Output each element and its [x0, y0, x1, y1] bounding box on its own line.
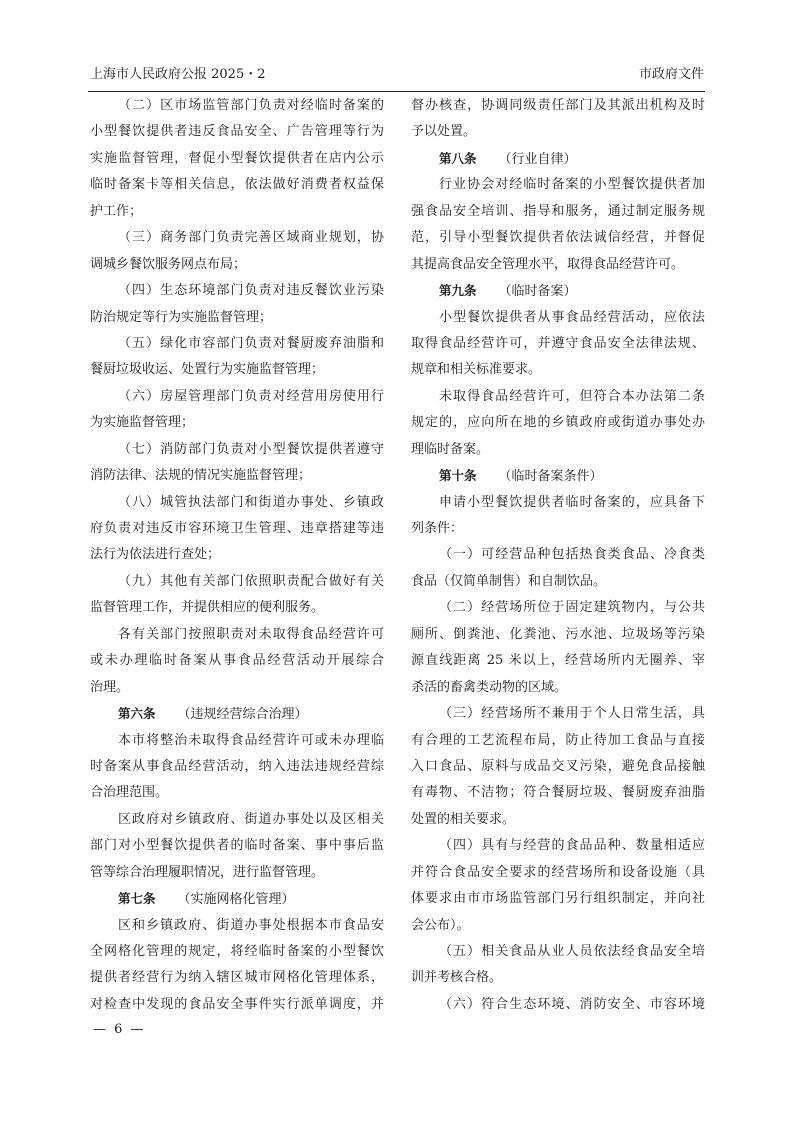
text-line: （二）经营场所位于固定建筑物内，与公共: [439, 600, 705, 616]
text-line: 对检查中发现的食品安全事件实行派单调度，并: [90, 996, 384, 1012]
text-line: 防治规定等行为实施监督管理；: [90, 309, 273, 325]
page-number: — 6 —: [93, 1022, 146, 1037]
paragraph: [90, 622, 384, 701]
text-line: 监督管理工作，并提供相应的便利服务。: [90, 600, 325, 616]
article-number: 第八条: [439, 150, 477, 166]
text-line: （九）其他有关部门依照职责配合做好有关: [118, 573, 384, 589]
paragraph: [411, 172, 705, 278]
left-column: [90, 93, 384, 1018]
paragraph: [411, 992, 705, 1018]
text-line: 为实施监督管理；: [90, 415, 195, 431]
article-heading: [411, 463, 705, 489]
text-line: （一）可经营品种包括热食类食品、冷食类: [439, 547, 705, 563]
text-line: 厕所、倒粪池、化粪池、污水池、垃圾场等污染: [411, 626, 705, 642]
paragraph: [411, 384, 705, 463]
paragraph: [411, 701, 705, 833]
paragraph: [411, 833, 705, 939]
section-header: 市政府文件: [638, 67, 704, 82]
text-line: （二）区市场监管部门负责对经临时备案的: [118, 98, 384, 113]
text-line: 其提高食品安全管理水平，取得食品经营许可。: [411, 256, 685, 272]
paragraph: [411, 595, 705, 701]
article-heading: [90, 701, 384, 727]
text-line: 消防法律、法规的情况实施监督管理；: [90, 468, 312, 484]
text-line: 会公布）。: [411, 917, 470, 933]
paragraph: [90, 384, 384, 437]
paragraph: [90, 278, 384, 331]
text-line: 规定的，应向所在地的乡镇政府或街道办事处办: [411, 415, 705, 431]
text-line: 训并考核合格。: [411, 970, 503, 986]
text-line: 源直线距离 25 米以上，经营场所内无圈养、宰: [411, 653, 705, 669]
text-line: 各有关部门按照职责对未取得食品经营许可: [118, 626, 384, 642]
text-line: 区和乡镇政府、街道办事处根据本市食品安: [118, 917, 384, 933]
text-line: 实施监督管理，督促小型餐饮提供者在店内公示: [90, 150, 384, 166]
text-line: 督办核查，协调同级责任部门及其派出机构及时: [411, 98, 705, 113]
text-line: 有毒物、不洁物；符合餐厨垃圾、餐厨废弃油脂: [411, 785, 705, 801]
article-title: （违规经营综合治理）: [177, 707, 308, 723]
paragraph: [90, 331, 384, 384]
text-line: 规章和相关标准要求。: [411, 362, 542, 378]
paragraph: [411, 542, 705, 595]
text-line: 强食品安全培训、指导和服务，通过制定服务规: [411, 203, 705, 219]
text-line: 小型餐饮提供者违反食品安全、广告管理等行为: [90, 124, 384, 140]
text-line: 行业协会对经临时备案的小型餐饮提供者加: [439, 177, 705, 193]
text-line: 杀活的畜禽类动物的区域。: [411, 679, 568, 695]
paragraph: [90, 93, 384, 225]
right-column: [411, 93, 705, 1018]
article-number: 第九条: [439, 283, 477, 299]
text-line: （四）生态环境部门负责对违反餐饮业污染: [118, 283, 384, 299]
article-title: （行业自律）: [498, 151, 577, 167]
paragraph: [411, 939, 705, 992]
article-number: 第六条: [118, 706, 156, 722]
paragraph: [90, 225, 384, 278]
article-number: 第七条: [118, 891, 156, 907]
article-heading: [411, 278, 705, 304]
text-line: 时备案从事食品经营活动，纳入违法违规经营综: [90, 758, 384, 774]
text-line: （六）符合生态环境、消防安全、市容环境: [439, 996, 705, 1012]
text-line: 调城乡餐饮服务网点布局；: [90, 256, 247, 272]
text-line: 并符合食品安全要求的经营场所和设备设施（具: [411, 864, 705, 880]
text-line: （三）商务部门负责完善区域商业规划，协: [118, 230, 384, 246]
text-line: 申请小型餐饮提供者临时备案的，应具备下: [439, 494, 705, 510]
paragraph: [90, 913, 384, 1019]
text-line: 理临时备案。: [411, 441, 490, 457]
text-line: 管等综合治理履职情况，进行监督管理。: [90, 864, 325, 880]
text-line: 全网格化管理的规定，将经临时备案的小型餐饮: [90, 944, 384, 959]
paragraph: [90, 569, 384, 622]
text-line: （六）房屋管理部门负责对经营用房使用行: [118, 388, 384, 404]
text-line: 治理。: [90, 679, 130, 695]
article-title: （临时备案）: [498, 284, 577, 300]
text-line: （五）绿化市容部门负责对餐厨废弃油脂和: [118, 335, 384, 351]
text-line: 本市将整治未取得食品经营许可或未办理临: [118, 732, 384, 748]
text-line: 小型餐饮提供者从事食品经营活动，应依法: [439, 309, 705, 325]
text-line: 未取得食品经营许可，但符合本办法第二条: [439, 388, 705, 404]
text-line: 范，引导小型餐饮提供者依法诚信经营，并督促: [411, 230, 705, 246]
text-line: 入口食品、原料与成品交叉污染，避免食品接触: [411, 758, 705, 774]
text-line: （八）城管执法部门和街道办事处、乡镇政: [118, 494, 384, 510]
text-line: 府负责对违反市容环境卫生管理、违章搭建等违: [90, 521, 384, 536]
paragraph: [411, 93, 705, 146]
text-line: 部门对小型餐饮提供者的临时备案、事中事后监: [90, 838, 384, 854]
text-line: 予以处置。: [411, 124, 477, 140]
text-line: 体要求由市市场监管部门另行组织制定，并向社: [411, 891, 705, 907]
text-line: （七）消防部门负责对小型餐饮提供者遵守: [118, 441, 384, 457]
text-line: （三）经营场所不兼用于个人日常生活，具: [439, 706, 705, 722]
text-line: 临时备案卡等相关信息，依法做好消费者权益保: [90, 177, 384, 193]
text-line: 区政府对乡镇政府、街道办事处以及区相关: [118, 811, 384, 827]
text-line: 列条件：: [411, 521, 464, 536]
paragraph: [411, 305, 705, 384]
publication-header: 上海市人民政府公报 2025・2: [90, 67, 266, 82]
text-line: 处置的相关要求。: [411, 811, 516, 827]
text-line: 取得食品经营许可，并遵守食品安全法律法规、: [411, 335, 705, 351]
text-line: 有合理的工艺流程布局，防止待加工食品与直接: [411, 732, 705, 748]
text-line: 提供者经营行为纳入辖区城市网格化管理体系，: [90, 970, 384, 986]
text-line: 法行为依法进行查处；: [90, 547, 221, 563]
article-title: （实施网格化管理）: [177, 892, 295, 908]
article-heading: [90, 886, 384, 912]
text-line: 护工作；: [90, 203, 143, 219]
paragraph: [90, 807, 384, 886]
paragraph: [411, 490, 705, 543]
text-line: （五）相关食品从业人员依法经食品安全培: [439, 944, 705, 959]
paragraph: [90, 490, 384, 569]
header-rule: [88, 91, 705, 92]
text-line: 或未办理临时备案从事食品经营活动开展综合: [90, 653, 384, 669]
text-line: 食品（仅简单制售）和自制饮品。: [411, 573, 607, 589]
paragraph: [90, 437, 384, 490]
text-line: 合治理范围。: [90, 785, 169, 801]
paragraph: [90, 728, 384, 807]
article-title: （临时备案条件）: [498, 469, 603, 485]
text-line: 餐厨垃圾收运、处置行为实施监督管理；: [90, 362, 325, 378]
article-heading: [411, 146, 705, 172]
text-line: （四）具有与经营的食品品种、数量相适应: [439, 838, 705, 854]
article-number: 第十条: [439, 468, 477, 484]
